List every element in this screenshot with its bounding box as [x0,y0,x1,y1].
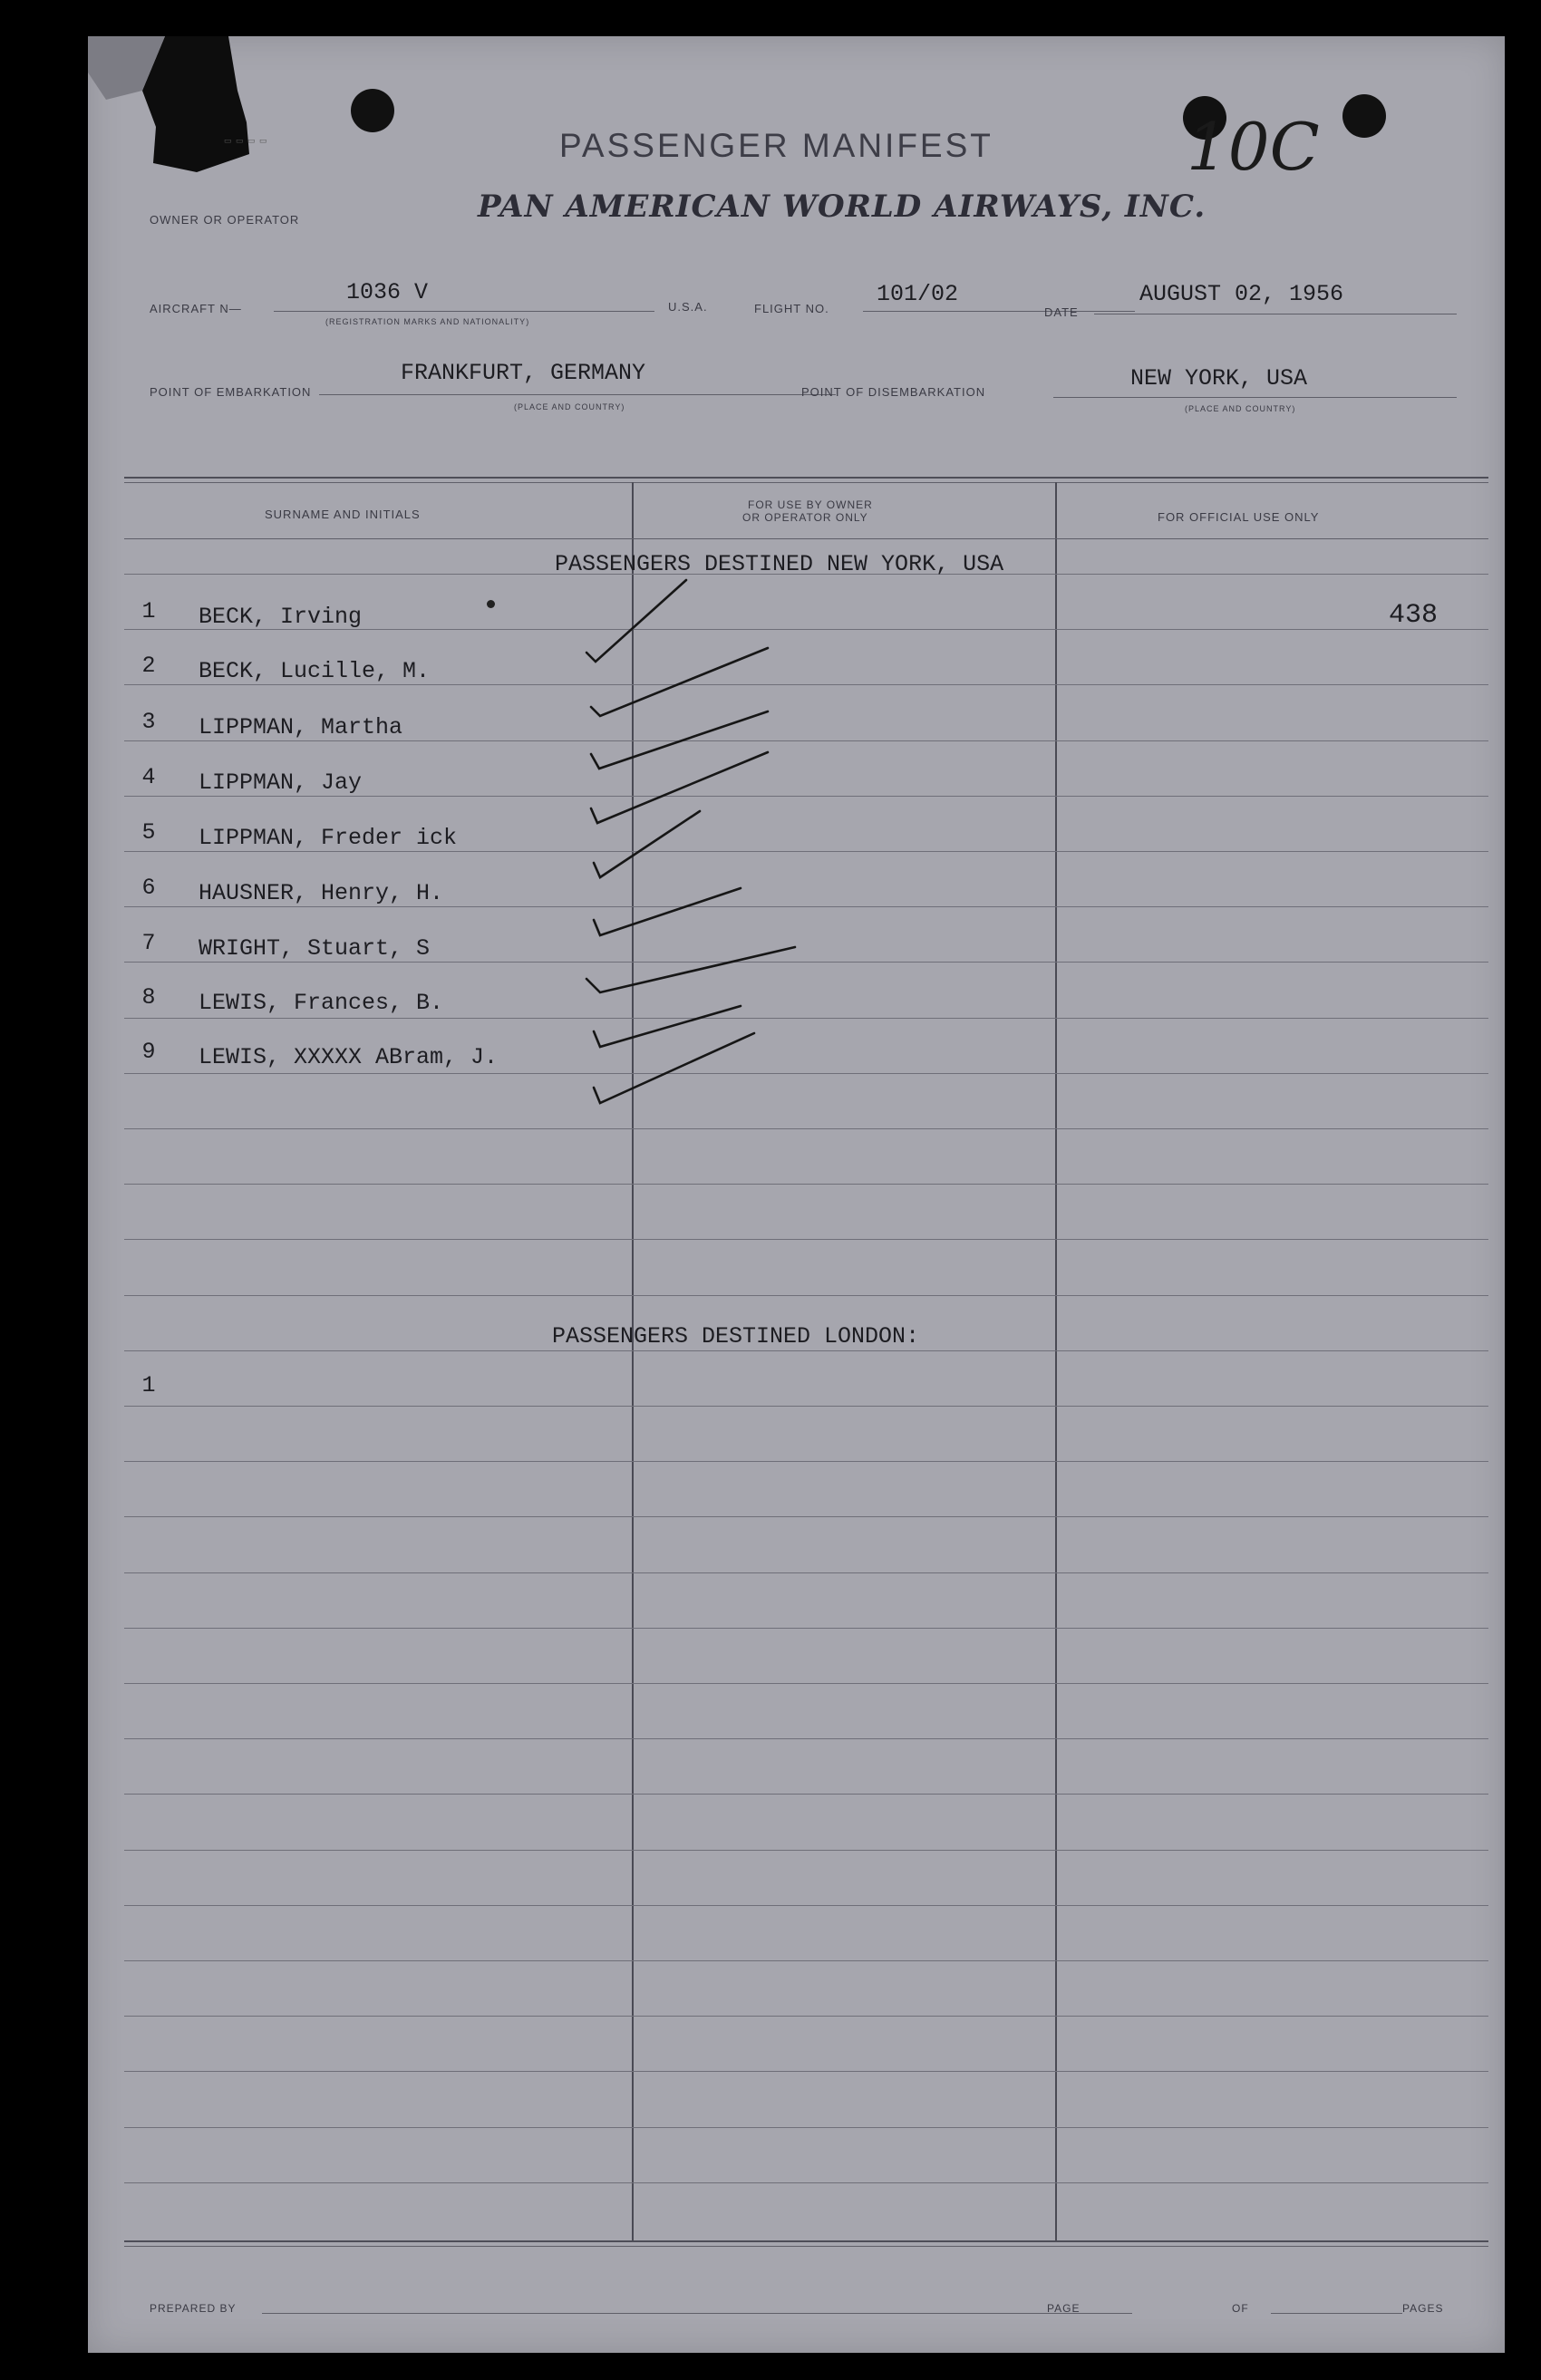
pages-label: PAGES [1402,2302,1444,2315]
country-label: U.S.A. [668,300,708,314]
ruled-line [124,1406,1488,1407]
stamp-text: ▭ ▭ ▭ ▭ [224,136,268,145]
ruled-line [124,1628,1488,1629]
section-heading-new-york: PASSENGERS DESTINED NEW YORK, USA [555,551,1004,577]
passenger-name: BECK, Irving [199,604,363,630]
check-mark-icon [594,1033,754,1103]
disembarkation-value: NEW YORK, USA [1130,365,1308,392]
passenger-number: 1 [141,1372,156,1398]
ruled-line [124,1184,1488,1185]
embarkation-caption: (PLACE AND COUNTRY) [514,402,625,411]
check-mark-icon [594,1006,741,1047]
ruled-line [124,2071,1488,2072]
torn-corner-stamp [88,36,324,218]
passenger-number: 7 [141,930,156,956]
passenger-number: 3 [141,709,156,735]
ink-dot [487,600,495,608]
ruled-line [124,1572,1488,1573]
ruled-line [124,1128,1488,1129]
date-label: DATE [1044,305,1079,319]
embarkation-label: POINT OF EMBARKATION [150,385,312,399]
col-header-official: FOR OFFICIAL USE ONLY [1158,510,1320,524]
flight-value: 101/02 [877,281,959,307]
of-label: OF [1232,2302,1249,2315]
embarkation-value: FRANKFURT, GERMANY [401,360,646,386]
check-mark-icon [591,648,768,716]
ruled-line [124,2016,1488,2017]
aircraft-value: 1036 V [346,279,429,305]
punch-hole [1342,94,1386,138]
passenger-name: BECK, Lucille, M. [199,658,431,684]
passenger-number: 8 [141,984,156,1011]
check-mark-icon [586,947,795,992]
passenger-name: LEWIS, Frances, B. [199,990,444,1016]
check-mark-icon [591,711,768,769]
passenger-name: LEWIS, XXXXX ABram, J. [199,1044,499,1070]
page-title: PASSENGER MANIFEST [559,127,993,164]
ruled-line [124,1850,1488,1851]
check-mark-icon [586,580,686,662]
passenger-name: WRIGHT, Stuart, S [199,935,431,962]
passenger-number: 1 [141,598,156,624]
passenger-name: LIPPMAN, Jay [199,769,363,796]
ruled-line [124,1794,1488,1795]
passenger-number: 4 [141,764,156,790]
aircraft-label: AIRCRAFT N— [150,302,242,315]
passenger-number: 5 [141,819,156,846]
passenger-number: 6 [141,875,156,901]
col-header-owner-2: OR OPERATOR ONLY [742,511,868,524]
ruled-line [124,1461,1488,1462]
check-mark-icon [594,811,700,877]
date-value: AUGUST 02, 1956 [1139,281,1344,307]
ruled-line [124,1516,1488,1517]
official-number: 438 [1389,600,1439,631]
punch-hole [351,89,394,132]
ruled-line [124,1683,1488,1684]
disembarkation-label: POINT OF DISEMBARKATION [801,385,986,399]
flight-label: FLIGHT NO. [754,302,829,315]
passenger-name: LIPPMAN, Martha [199,714,403,740]
col-header-surname: SURNAME AND INITIALS [265,508,421,521]
col-header-owner-1: FOR USE BY OWNER [748,498,873,511]
handwritten-mark: 10C [1187,109,1320,185]
column-divider [1055,482,1057,2240]
passenger-number: 2 [141,653,156,679]
passenger-name: LIPPMAN, Freder ick [199,825,458,851]
manifest-sheet [88,36,1505,2353]
check-mark-icon [594,888,741,935]
ruled-line [124,2127,1488,2128]
ruled-line [124,1295,1488,1296]
ruled-line [124,1738,1488,1739]
prepared-by-label: PREPARED BY [150,2302,237,2315]
passenger-name: HAUSNER, Henry, H. [199,880,444,906]
check-marks [559,562,886,1124]
ruled-line [124,1350,1488,1351]
ruled-line [124,1905,1488,1906]
page-label: PAGE [1047,2302,1081,2315]
registration-caption: (REGISTRATION MARKS AND NATIONALITY) [325,317,530,326]
ruled-line [124,1239,1488,1240]
company-name: PAN AMERICAN WORLD AIRWAYS, INC. [478,189,1207,225]
passenger-number: 9 [141,1039,156,1065]
ruled-line [124,2182,1488,2183]
disembarkation-caption: (PLACE AND COUNTRY) [1185,404,1296,413]
ruled-line [124,1960,1488,1961]
owner-label: OWNER OR OPERATOR [150,213,300,227]
section-heading-london: PASSENGERS DESTINED LONDON: [552,1323,920,1350]
